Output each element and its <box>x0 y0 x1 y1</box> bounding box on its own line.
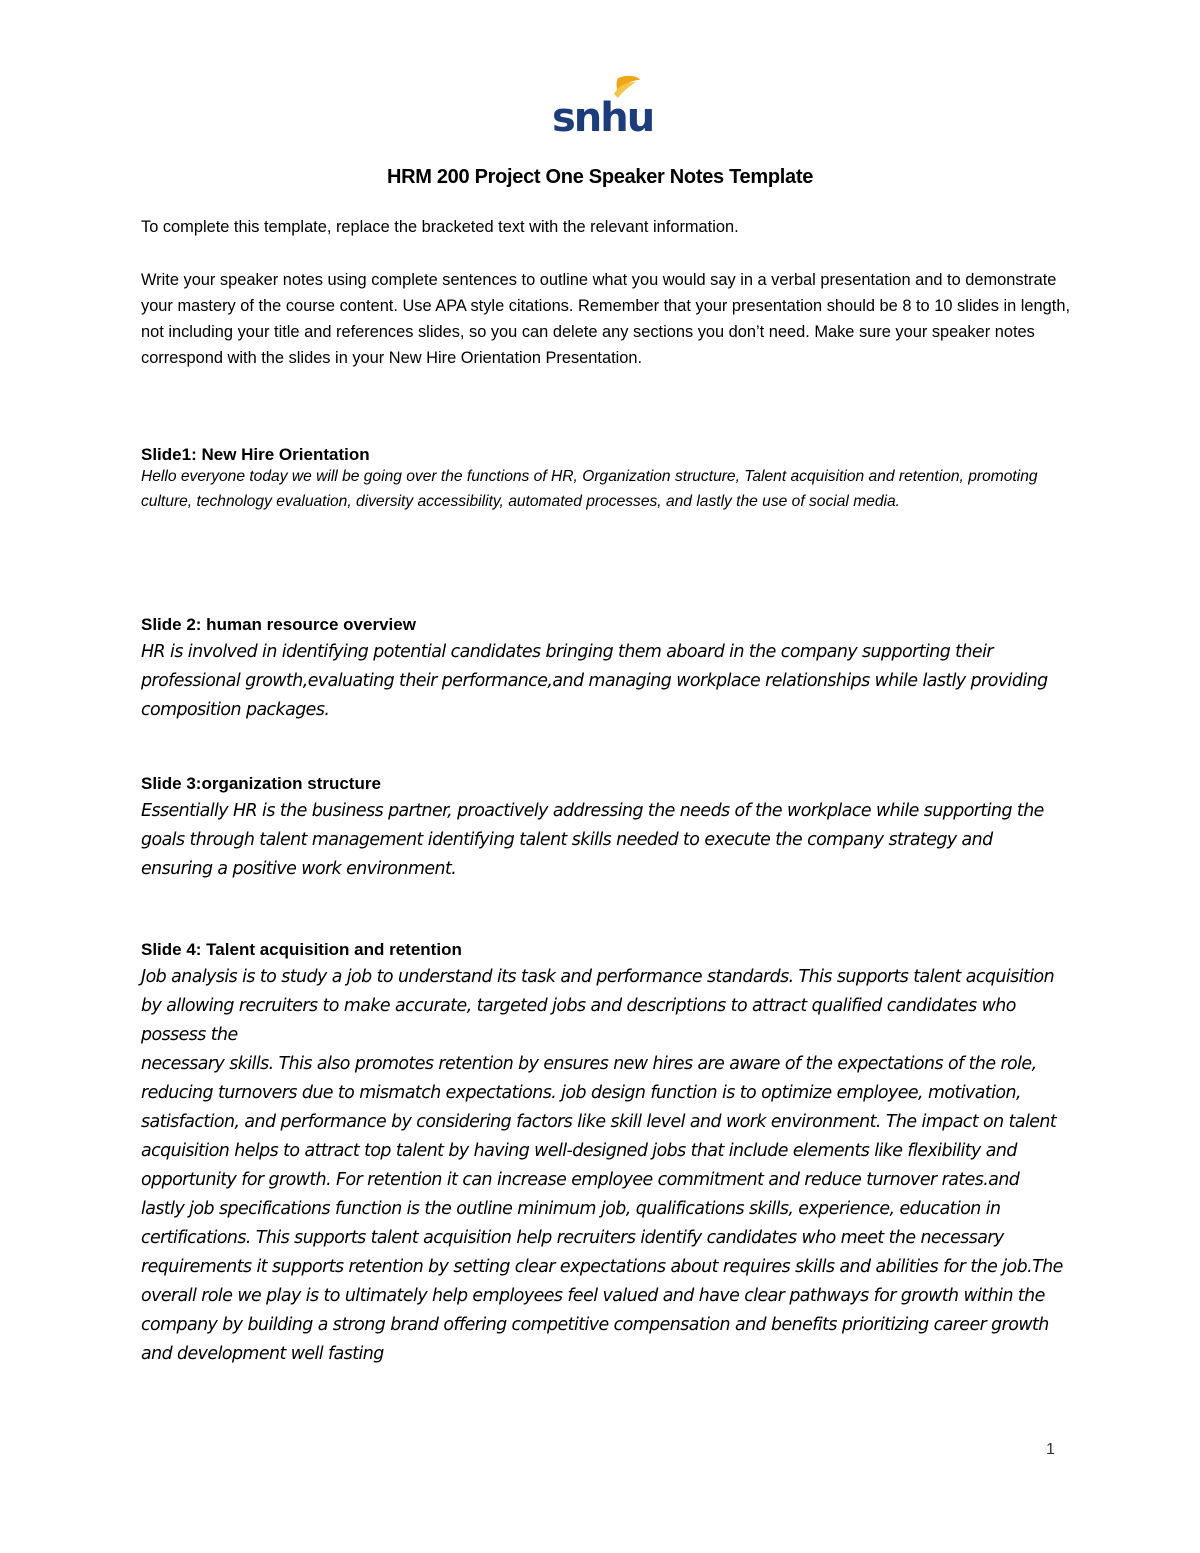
instructions-paragraph: Write your speaker notes using complete sentences to outline what you would say in a verbal presentation and to demonstrate your mastery of the course content. Use APA style citations. Remember that your presentation should be 8 to 10 slides in length, not including your title and references slides, so you can delete any sections you don’t need. Make sure your speaker notes correspond with the slides in your New Hire Orientation Presentation. <box>141 271 1070 367</box>
slide-notes-paragraph: Job analysis is to study a job to understand its task and performance standards. This supports talent acquisition by allowing recruiters to make accurate, targeted jobs and descriptions to attract qualified candidates who possess the <box>141 967 1055 1045</box>
slide-notes: HR is involved in identifying potential candidates bringing them aboard in the company supporting their professional growth,evaluating their performance,and managing workplace relationships while lastly providing composition packages. <box>141 642 1048 720</box>
slide-heading: Slide 2: human resource overview <box>141 615 416 634</box>
logo-wordmark: snhu <box>552 95 654 141</box>
slide-heading: Slide 4: Talent acquisition and retention <box>141 940 462 959</box>
page-number: 1 <box>1046 1441 1055 1458</box>
slide-notes <box>141 963 1066 1369</box>
slide-heading: Slide 3:organization structure <box>141 774 381 793</box>
slide-heading: Slide1: New Hire Orientation <box>141 445 370 464</box>
document-title: HRM 200 Project One Speaker Notes Template <box>386 166 814 188</box>
snhu-logo <box>552 74 654 141</box>
slide-notes: Hello everyone today we will be going over the functions of HR, Organization structure, Talent acquisition and retention, promoting culture, technology evaluation, diversity accessibility, automated processes, and lastly the use of social media. <box>141 468 1038 510</box>
slide-notes: Essentially HR is the business partner, proactively addressing the needs of the workplace while supporting the goals through talent management identifying talent skills needed to execute the company strategy and ensuring a positive work environment. <box>141 801 1044 879</box>
slide-notes-paragraph: necessary skills. This also promotes retention by ensures new hires are aware of the expectations of the role, reducing turnovers due to mismatch expectations. job design function is to optimize employee, motivation, satisfaction, and performance by considering factors like skill level and work environment. The impact on talent acquisition helps to attract top talent by having well-designed jobs that include elements like flexibility and opportunity for growth. For retention it can increase employee commitment and reduce turnover rates.and lastly job specifications function is the outline minimum job, qualifications skills, experience, education in certifications. This supports talent acquisition help recruiters identify candidates who meet the necessary requirements it supports retention by setting clear expectations about requires skills and abilities for the job.The overall role we play is to ultimately help employees feel valued and have clear pathways for growth within the company by building a strong brand offering competitive compensation and benefits prioritizing career growth and development well fasting <box>141 1054 1063 1364</box>
instructions-paragraph: To complete this template, replace the bracketed text with the relevant information. <box>141 218 739 236</box>
